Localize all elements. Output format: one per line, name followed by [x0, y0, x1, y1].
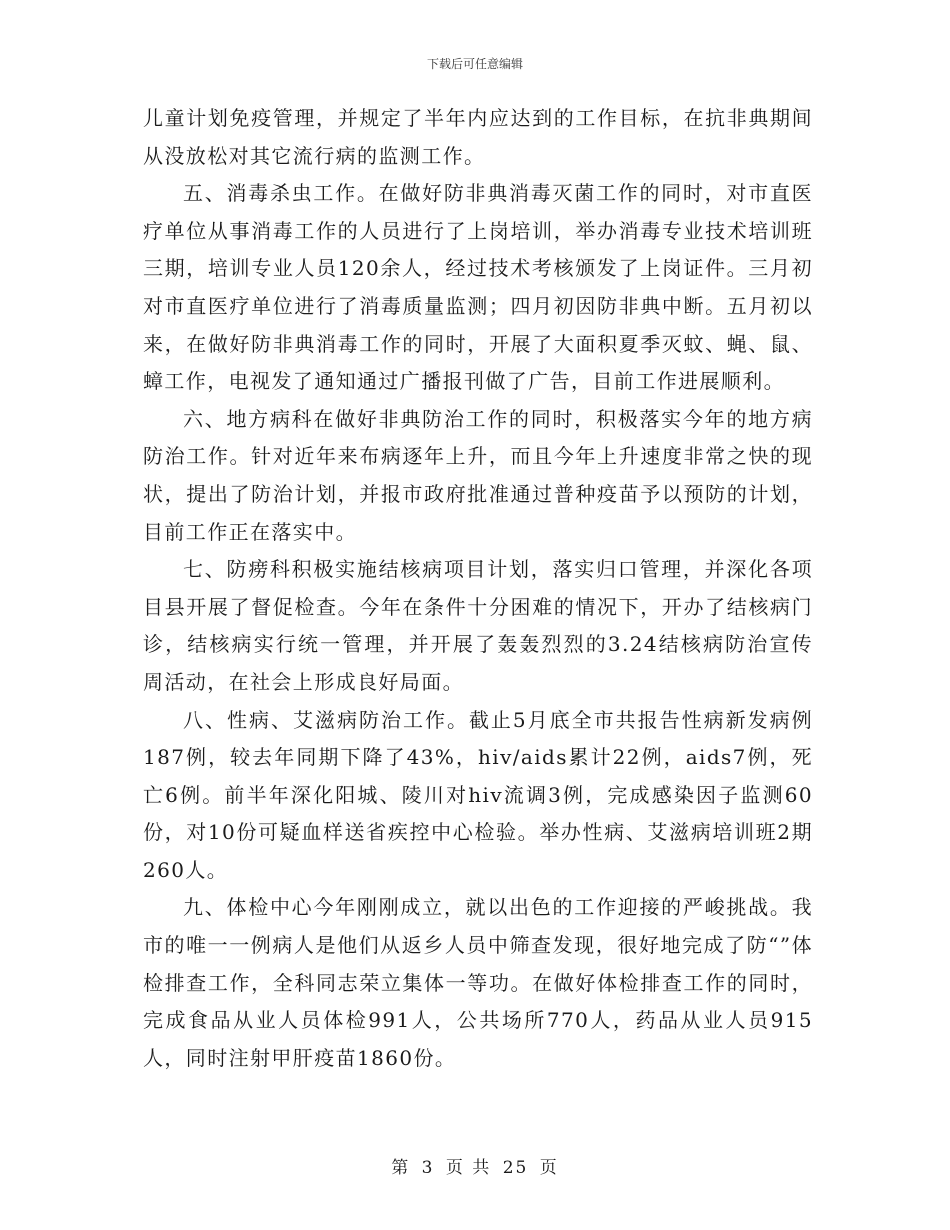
- paragraph-4: 七、防痨科积极实施结核病项目计划，落实归口管理，并深化各项目县开展了督促检查。今年在条件十分困难的情况下，开办了结核病门诊，结核病实行统一管理，并开展了轰轰烈烈的3.24结核病防治宣传周活动，在社会上形成良好局面。: [143, 557, 813, 694]
- document-body: [143, 100, 813, 1077]
- paragraph-3: 六、地方病科在做好非典防治工作的同时，积极落实今年的地方病防治工作。针对近年来布病逐年上升，而且今年上升速度非常之快的现状，提出了防治计划，并报市政府批准通过普种疫苗予以预防的计划，目前工作正在落实中。: [143, 406, 813, 544]
- footer-total-pages: 25: [502, 1158, 529, 1178]
- page-footer: [0, 1153, 950, 1178]
- page-header: 下载后可任意编辑: [426, 57, 523, 71]
- paragraph-1: 儿童计划免疫管理，并规定了半年内应达到的工作目标，在抗非典期间从没放松对其它流行病的监测工作。: [143, 106, 813, 168]
- paragraph-2: 五、消毒杀虫工作。在做好防非典消毒灭菌工作的同时，对市直医疗单位从事消毒工作的人员进行了上岗培训，举办消毒专业技术培训班三期，培训专业人员120余人，经过技术考核颁发了上岗证件。三月初对市直医疗单位进行了消毒质量监测；四月初因防非典中断。五月初以来，在做好防非典消毒工作的同时，开展了大面积夏季灭蚊、蝇、鼠、蟑工作，电视发了通知通过广播报刊做了广告，目前工作进展顺利。: [143, 181, 813, 394]
- footer-page-number: 3: [421, 1158, 435, 1178]
- paragraph-5: 八、性病、艾滋病防治工作。截止5月底全市共报告性病新发病例187例，较去年同期下降了43%，hiv/aids累计22例，aids7例，死亡6例。前半年深化阳城、陵川对hiv流调3例，完成感染因子监测60份，对10份可疑血样送省疾控中心检验。举办性病、艾滋病培训班2期260人。: [143, 707, 813, 882]
- footer-middle: 页 共: [445, 1158, 492, 1178]
- footer-prefix: 第: [391, 1158, 411, 1178]
- footer-suffix: 页: [539, 1158, 559, 1178]
- paragraph-6: 九、体检中心今年刚刚成立，就以出色的工作迎接的严峻挑战。我市的唯一一例病人是他们从返乡人员中筛查发现，很好地完成了防“”体检排查工作，全科同志荣立集体一等功。在做好体检排查工作的同时，完成食品从业人员体检991人，公共场所770人，药品从业人员915人，同时注射甲肝疫苗1860份。: [143, 895, 813, 1070]
